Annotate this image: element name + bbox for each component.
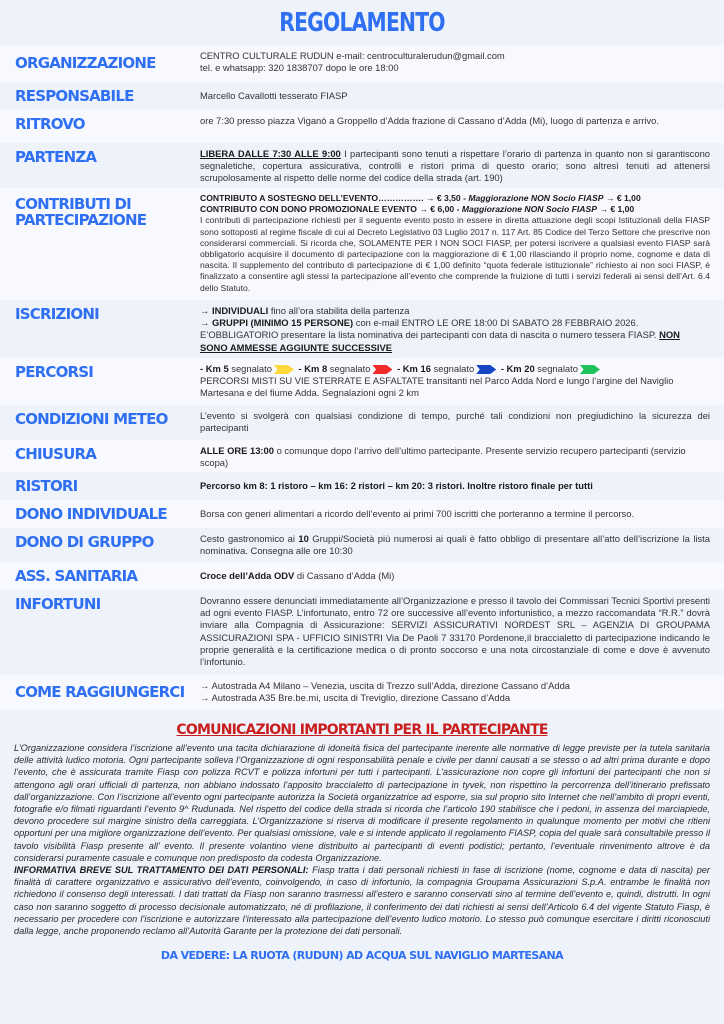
comunicazioni-paragraph: L’Organizzazione considera l’iscrizione all’evento una tacita dichiarazione di idoneità fisica del partecipante inerente alle normative di legge previste per la tutela sanitaria delle attività ludico motoria. Ogni partecipante solleva l’Organizzazione di ogni responsabilità penale e civile per danni causati a se stesso o ad altri prima durante e dopo l’evento, che è assicurata tramite Fiasp con polizza RCVT e polizza infortuni per tutti i partecipanti. L’assicurazione non copre gli infortuni dei partecipanti che non si attengono agli orari ufficiali di partenza, non abbiano indossato l’apposito braccialetto di partecipazione in tyvek, non rispettino la percorrenza dell’itinerario prefissato dall’organizzazione. Con l’iscrizione all’evento ogni partecipante autorizza la Società organizzatrice ad esporre, sia sul proprio sito Internet che nell’ambito di propri eventi, fotografie e/o filmati riguardanti l’evento 9^ Rudunada. Nel rispetto del codice della strada si ricorda che l’articolo 190 stabilisce che i pedoni, in assenza del marciapiede, devono procedere sul margine sinistro della carreggiata. L’Organizzazione si riserva di modificare il presente regolamento in qualunque momento per motivi che ritieni opportuni per una migliore organizzazione dell’evento. Per qualsiasi omissione, vale e si intende applicato il regolamento FIASP, copia del quale sarà consultabile presso il tavolo visibilità Fiasp presente all’ evento. Il presente volantino viene distribuito ai partecipanti di eventi podistici; pertanto, l’eventuale rinvenimento altrove è da considerarsi puramente casuale e comunque non predisposto da codesta Organizzazione. <box>14 743 710 863</box>
route-km16-label: - Km 16 <box>397 363 431 374</box>
route-km5 <box>200 363 296 374</box>
chiusura-text: o comunque dopo l’arrivo dell’ultimo partecipante. Presente servizio recupero partecipanti (servizio scopa) <box>200 445 686 469</box>
privacy-title: INFORMATIVA BREVE SUL TRATTAMENTO DEI DATI PERSONALI: <box>14 865 309 876</box>
row-responsabile <box>0 82 724 110</box>
dono-gruppo-count: 10 <box>298 533 309 544</box>
ristori-text: Percorso km 8: 1 ristoro – km 16: 2 ristori – km 20: 3 ristori. Inoltre ristoro finale per tutti <box>200 480 593 491</box>
contributo-2-price: → € 1,00 <box>596 204 635 215</box>
sanitaria-org: Croce dell’Adda ODV <box>200 570 295 581</box>
label-contributi: CONTRIBUTI DI PARTECIPAZIONE <box>15 195 147 229</box>
org-contact: CENTRO CULTURALE RUDUN e-mail: centroculturalerudun@gmail.com <box>200 50 505 61</box>
label-ristori: RISTORI <box>15 477 78 495</box>
row-sanitaria <box>0 562 724 590</box>
content-organizzazione <box>200 45 724 82</box>
iscrizioni-gruppi-text: con e-mail ENTRO LE ORE 18:00 DI SABATO 28 FEBBRAIO 2026. <box>353 317 639 329</box>
route-km8-text: segnalato <box>327 363 371 374</box>
row-dono-individuale <box>0 500 724 528</box>
content-ritrovo: ore 7:30 presso piazza Viganò a Groppello d’Adda frazione di Cassano d’Adda (Mi), luogo di partenza e arrivo. <box>200 115 659 126</box>
route-km8 <box>299 363 395 374</box>
content-chiusura <box>200 440 724 472</box>
green-arrow-icon <box>580 365 600 374</box>
row-ristori <box>0 472 724 500</box>
row-partenza <box>0 143 724 188</box>
row-chiusura <box>0 440 724 472</box>
route-km5-text: segnalato <box>228 363 272 374</box>
label-percorsi: PERCORSI <box>15 363 94 381</box>
row-percorsi <box>0 358 724 405</box>
route-km20 <box>501 363 602 374</box>
row-iscrizioni <box>0 300 724 358</box>
org-phone: tel. e whatsapp: 320 1838707 dopo le ore 18:00 <box>200 62 399 74</box>
content-percorsi <box>200 358 724 405</box>
contributo-2-maggiorazione: Maggiorazione NON Socio FIASP <box>461 204 597 215</box>
partenza-time: LIBERA DALLE 7:30 ALLE 9:00 <box>200 148 341 159</box>
label-partenza: PARTENZA <box>15 148 97 166</box>
dono-gruppo-post: Gruppi/Società più numerosi ai quali è fatto obbligo di presentare all’atto dell’iscrizione la lista nominativa. Consegna alle ore 10:30 <box>200 533 710 557</box>
content-raggiungerci <box>200 675 724 710</box>
iscrizioni-obbligo: E’OBBLIGATORIO presentare la lista nominativa dei partecipanti con data di nascita o numero tessera FIASP. <box>200 329 660 341</box>
label-iscrizioni: ISCRIZIONI <box>15 305 99 323</box>
iscrizioni-individuali-text: fino all’ora stabilita della partenza <box>268 305 410 316</box>
content-contributi <box>200 188 724 300</box>
route-a35: → Autostrada A35 Bre.be.mi, uscita di Treviglio, direzione Cassano d’Adda <box>200 692 511 704</box>
content-ristori <box>200 472 724 500</box>
content-responsabile: Marcello Cavallotti tesserato FIASP <box>200 90 348 101</box>
contributi-text: I contributi di partecipazione richiesti per il seguente evento posto in essere in diretta attuazione degli scopi Istituzionali della FIASP sono sottoposti al regime fiscale di cui al Decreto Legislativo 03 Luglio 2017 n. 117 Art. 85 Codice del Terzo Settore che prescrive non considerarsi commerciali. Si ricorda che, SOLAMENTE PER I NON SOCI FIASP, per potersi iscrivere a qualsiasi evento FIASP sarà obbligatorio acquisire il documento di partecipazione con la maggiorazione di € 1,00 rilasciando il proprio nome, cognome e data di nascita. Il supplemento del contributo di partecipazione di € 1,00 definito “quota federale istituzionale” richiesto ai non soci FIASP, è finalizzato a consentire agli stessi la partecipazione all’evento che comprende la fruizione di tutti i servizi federali ai sensi dell’Art. 6.4 dello Statuto. <box>200 215 710 293</box>
red-arrow-icon <box>372 365 392 374</box>
route-km16 <box>397 363 498 374</box>
contributo-1-price: → € 1,00 <box>603 193 641 203</box>
contributo-1: CONTRIBUTO A SOSTEGNO DELL’EVENTO……………. → € 3,50 - <box>200 193 469 203</box>
page-title: REGOLAMENTO <box>279 7 445 38</box>
chiusura-time: ALLE ORE 13:00 <box>200 445 274 456</box>
label-responsabile: RESPONSABILE <box>15 87 134 105</box>
label-chiusura: CHIUSURA <box>15 445 97 463</box>
yellow-arrow-icon <box>274 365 294 374</box>
label-organizzazione: ORGANIZZAZIONE <box>15 54 156 72</box>
label-dono-gruppo: DONO DI GRUPPO <box>15 533 154 551</box>
row-raggiungerci <box>0 675 724 710</box>
row-infortuni <box>0 590 724 675</box>
content-partenza <box>200 143 724 188</box>
sanitaria-text: di Cassano d’Adda (Mi) <box>294 570 395 581</box>
privacy-text: Fiasp tratta i dati personali richiesti in fase di iscrizione (nome, cognome e data di nascita) per finalità di carattere organizzativo e assicurativo dell’evento, coinvolgendo, in caso di infortunio, la compagnia Groupama Assicurazioni S.p.A. entrambe le finalità non richiedono il consenso degli interessati. I dati trattati da Fiasp non saranno trasmessi all’estero e saranno conservati sino al termine dell’evento e, quindi, distrutti. In ogni caso non saranno soggetto di processo decisionale automatizzato, né di profilazione, il conferimento dei dati richiesti ai sensi dell’Articolo 6.4 del vigente Statuto Fiasp, è necessario per procedere con l’iscrizione e autorizzare l’interessato alla partecipazione dell’evento ludico motorio. Lo stesso può comunque esercitare i diritti riconosciuti dalla legge, anche proponendo reclamo all’Autorità Garante per la protezione dei dati personali. <box>14 865 710 937</box>
comunicazioni-title: COMUNICAZIONI IMPORTANTI PER IL PARTECIPANTE <box>176 722 548 738</box>
route-km20-label: - Km 20 <box>500 363 535 374</box>
route-km20-text: segnalato <box>534 363 578 374</box>
iscrizioni-individuali: → INDIVIDUALI <box>200 305 269 316</box>
contributo-1-maggiorazione: Maggiorazione NON Socio FIASP <box>468 193 604 203</box>
route-km16-text: segnalato <box>430 363 475 374</box>
row-meteo <box>0 405 724 440</box>
comunicazioni-body <box>0 738 724 937</box>
label-raggiungerci: COME RAGGIUNGERCI <box>15 683 185 701</box>
route-list <box>200 363 710 375</box>
content-sanitaria <box>200 562 724 590</box>
content-infortuni: Dovranno essere denunciati immediatamente all’Organizzazione e presso il tavolo dei Commissari Tecnici Sportivi presenti ad ogni evento FIASP. L’infortunato, entro 72 ore successive all’evento infortunistico, a mezzo raccomandata “R.R.” dovrà inviare alla Compagnia di Assicurazione: SERVIZI ASSICURATIVI NORDEST SRL – AGENZIA DI GROUPAMA ASSICURAZIONI SPA - UFFICIO SINISTRI Via De Paoli 7 33170 Pordenone,il braccialetto di partecipazione indicando le proprie generalità e la certificazione medica o di pronto soccorso e una nota circostanziale di come e dove è avvenuto l’infortunio. <box>200 595 710 668</box>
row-ritrovo <box>0 110 724 143</box>
content-dono-gruppo <box>200 528 724 562</box>
iscrizioni-warning: NON SONO AMMESSE AGGIUNTE SUCCESSIVE <box>200 329 680 353</box>
label-infortuni: INFORTUNI <box>15 595 101 613</box>
row-contributi <box>0 188 724 300</box>
iscrizioni-gruppi: → GRUPPI (MINIMO 15 PERSONE) <box>200 317 354 329</box>
percorsi-text: PERCORSI MISTI SU VIE STERRATE E ASFALTATE transitanti nel Parco Adda Nord e lungo l’argine del Naviglio Martesana e del fiume Adda. Segnalazioni ogni 2 km <box>200 375 674 399</box>
blue-arrow-icon <box>476 365 496 374</box>
content-dono-individuale: Borsa con generi alimentari a ricordo dell’evento ai primi 700 iscritti che porteranno a termine il percorso. <box>200 508 635 519</box>
row-dono-gruppo <box>0 528 724 562</box>
content-iscrizioni <box>200 300 724 358</box>
label-sanitaria: ASS. SANITARIA <box>15 567 138 585</box>
route-a4: → Autostrada A4 Milano – Venezia, uscita di Trezzo sull’Adda, direzione Cassano d’Adda <box>200 680 571 691</box>
row-organizzazione <box>0 45 724 82</box>
route-km5-label: - Km 5 <box>200 363 229 374</box>
content-meteo: L’evento si svolgerà con qualsiasi condizione di tempo, purché tali condizioni non pregiudichino la sicurezza dei partecipanti <box>200 410 710 434</box>
label-dono-individuale: DONO INDIVIDUALE <box>15 505 167 523</box>
footer-highlight: DA VEDERE: LA RUOTA (RUDUN) AD ACQUA SUL NAVIGLIO MARTESANA <box>160 949 564 963</box>
dono-gruppo-pre: Cesto gastronomico ai <box>200 533 299 544</box>
label-ritrovo: RITROVO <box>15 115 85 133</box>
partenza-text: I partecipanti sono tenuti a rispettare l’orario di partenza in quanto non si garantiscono segnaletiche, copertura assicurativa, controlli e ristori prima di questo orario; sono altresì tenuti ad attenersi scrupolosamente al rispetto delle norme del codice della strada (art. 190) <box>200 148 711 184</box>
contributo-2: CONTRIBUTO CON DONO PROMOZIONALE EVENTO → € 6,00 - <box>200 204 462 215</box>
label-meteo: CONDIZIONI METEO <box>15 410 168 428</box>
route-km8-label: - Km 8 <box>298 363 328 374</box>
